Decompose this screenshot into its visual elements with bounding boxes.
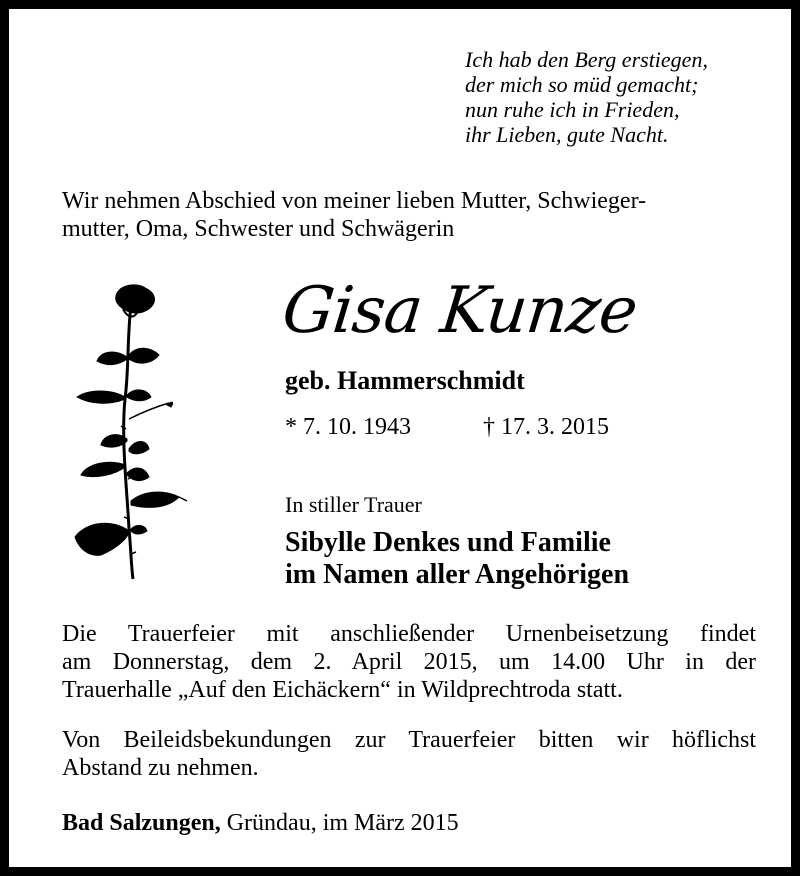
rose-icon — [71, 279, 187, 585]
maiden-name: geb. Hammerschmidt — [285, 366, 525, 395]
ceremony-line: Trauerhalle „Auf den Eichäckern“ in Wildprechtroda statt. — [62, 677, 623, 703]
condolence-text — [62, 726, 756, 782]
poem-line: ihr Lieben, gute Nacht. — [465, 122, 669, 147]
place-date — [62, 809, 459, 837]
condolence-line: Abstand zu nehmen. — [62, 755, 259, 781]
poem-line: Ich hab den Berg erstiegen, — [465, 47, 708, 72]
intro-line: mutter, Oma, Schwester und Schwägerin — [62, 216, 455, 242]
place-name: Bad Salzungen, — [62, 810, 221, 836]
mourners-line: im Namen aller Angehörigen — [285, 559, 630, 590]
ceremony-line: am Donnerstag, dem 2. April 2015, um 14.00 Uhr in der — [62, 649, 756, 675]
poem-line: nun ruhe ich in Frieden, — [465, 97, 680, 122]
place-date-rest: Gründau, im März 2015 — [220, 810, 459, 836]
life-dates — [285, 412, 609, 442]
mourners — [285, 527, 629, 591]
intro-text — [62, 187, 762, 243]
condolence-line: Von Beileidsbekundungen zur Trauerfeier bitten wir höflichst — [62, 727, 756, 753]
birth-date: * 7. 10. 1943 — [285, 414, 411, 440]
mourning-phrase: In stiller Trauer — [285, 492, 422, 517]
death-date: † 17. 3. 2015 — [483, 414, 609, 440]
deceased-name: Gisa Kunze — [279, 274, 641, 348]
mourners-line: Sibylle Denkes und Familie — [285, 527, 611, 558]
ceremony-text — [62, 620, 756, 704]
ceremony-line: Die Trauerfeier mit anschließender Urnenbeisetzung findet — [62, 621, 756, 647]
poem-line: der mich so müd gemacht; — [465, 72, 699, 97]
intro-line: Wir nehmen Abschied von meiner lieben Mutter, Schwieger- — [62, 188, 647, 214]
poem — [465, 47, 708, 147]
